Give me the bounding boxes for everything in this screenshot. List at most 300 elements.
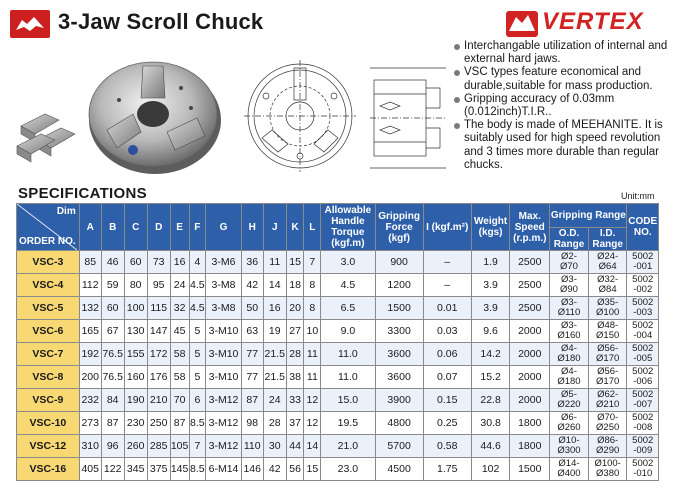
cell-l: 8 <box>304 274 321 297</box>
cell-speed: 1800 <box>510 412 550 435</box>
cell-b: 59 <box>101 274 124 297</box>
col-h: H <box>241 204 263 251</box>
cell-id-range-line2: Ø100 <box>596 307 620 318</box>
cell-od-range <box>550 274 589 297</box>
cell-od-range <box>550 412 589 435</box>
col-a: A <box>79 204 101 251</box>
cell-od-range-line2: Ø180 <box>557 376 581 387</box>
cell-b: 60 <box>101 297 124 320</box>
specifications-heading: SPECIFICATIONS <box>18 185 147 202</box>
table-row <box>17 435 659 458</box>
spare-jaws <box>17 114 75 162</box>
col-speed: Max. Speed (r.p.m.) <box>510 204 550 251</box>
cell-b: 87 <box>101 412 124 435</box>
cell-id-range <box>588 458 627 481</box>
col-torque: Allowable Handle Torque (kgf.m) <box>321 204 375 251</box>
cell-a: 405 <box>79 458 101 481</box>
cell-j: 14 <box>263 274 286 297</box>
cell-b: 46 <box>101 251 124 274</box>
cell-od-range-line2: Ø220 <box>557 399 581 410</box>
cell-d: 285 <box>147 435 170 458</box>
cell-j: 21.5 <box>263 343 286 366</box>
cell-h: 77 <box>241 343 263 366</box>
cell-od-range-line2: Ø180 <box>557 353 581 364</box>
cell-od-range-line2: Ø260 <box>557 422 581 433</box>
cell-code-line2: -009 <box>633 445 653 456</box>
page-title: 3-Jaw Scroll Chuck <box>58 9 264 34</box>
vertex-logo <box>506 8 666 40</box>
cell-id-range <box>588 297 627 320</box>
vertex-mark-icon <box>506 11 538 37</box>
specifications-table <box>16 203 659 481</box>
cell-od-range <box>550 320 589 343</box>
cell-h: 36 <box>241 251 263 274</box>
cell-g: 3-M12 <box>206 389 242 412</box>
cell-inertia: 0.25 <box>423 412 471 435</box>
cell-inertia: – <box>423 251 471 274</box>
cell-e: 58 <box>170 343 189 366</box>
cell-torque: 11.0 <box>321 343 375 366</box>
cell-h: 77 <box>241 366 263 389</box>
cell-code-line1: 5002 <box>632 389 654 400</box>
cell-weight: 22.8 <box>471 389 510 412</box>
cell-b: 76.5 <box>101 343 124 366</box>
table-row <box>17 458 659 481</box>
feature-list <box>452 40 674 172</box>
cell-torque: 23.0 <box>321 458 375 481</box>
cell-a: 132 <box>79 297 101 320</box>
brand-name: VERTEX <box>542 8 644 35</box>
cell-id-range-line1: Ø32- <box>597 274 619 285</box>
cell-e: 32 <box>170 297 189 320</box>
cell-code <box>627 251 659 274</box>
cell-id-range-line2: Ø170 <box>596 376 620 387</box>
cell-od-range-line1: Ø10- <box>558 435 580 446</box>
cell-h: 63 <box>241 320 263 343</box>
cell-od-range-line2: Ø300 <box>557 445 581 456</box>
cell-od-range-line2: Ø70 <box>559 261 578 272</box>
cell-b: 84 <box>101 389 124 412</box>
cell-code <box>627 412 659 435</box>
cell-code-line2: -010 <box>633 468 653 479</box>
cell-torque: 4.5 <box>321 274 375 297</box>
cell-h: 110 <box>241 435 263 458</box>
cell-k: 33 <box>286 389 304 412</box>
cell-j: 11 <box>263 251 286 274</box>
cell-speed: 2000 <box>510 366 550 389</box>
cell-od-range <box>550 251 589 274</box>
cell-f: 4.5 <box>189 297 206 320</box>
cell-f: 5 <box>189 320 206 343</box>
order-no-cell: VSC-12 <box>17 435 80 458</box>
cell-code-line2: -006 <box>633 376 653 387</box>
cell-code <box>627 435 659 458</box>
cell-f: 5 <box>189 343 206 366</box>
cell-l: 15 <box>304 458 321 481</box>
col-f: F <box>189 204 206 251</box>
cell-d: 176 <box>147 366 170 389</box>
cell-b: 122 <box>101 458 124 481</box>
cell-force: 3300 <box>375 320 423 343</box>
cell-d: 375 <box>147 458 170 481</box>
cell-speed: 1500 <box>510 458 550 481</box>
cell-od-range-line1: Ø3- <box>561 297 577 308</box>
cell-g: 3-M8 <box>206 297 242 320</box>
cell-weight: 3.9 <box>471 297 510 320</box>
cell-speed: 1800 <box>510 435 550 458</box>
cell-code-line1: 5002 <box>632 274 654 285</box>
cell-h: 42 <box>241 274 263 297</box>
cell-c: 155 <box>124 343 147 366</box>
cell-od-range-line1: Ø4- <box>561 366 577 377</box>
col-j: J <box>263 204 286 251</box>
cell-g: 3-M10 <box>206 320 242 343</box>
cell-id-range-line1: Ø56- <box>597 366 619 377</box>
order-no-cell: VSC-8 <box>17 366 80 389</box>
cell-h: 87 <box>241 389 263 412</box>
corner-dim-label: Dim <box>56 206 76 217</box>
cell-weight: 30.8 <box>471 412 510 435</box>
cell-od-range <box>550 389 589 412</box>
col-e: E <box>170 204 189 251</box>
cell-h: 50 <box>241 297 263 320</box>
cell-inertia: 0.15 <box>423 389 471 412</box>
cell-force: 1500 <box>375 297 423 320</box>
col-force: Gripping Force (kgf) <box>375 204 423 251</box>
chuck-photo <box>15 48 225 176</box>
cell-j: 16 <box>263 297 286 320</box>
cell-code <box>627 366 659 389</box>
cell-c: 345 <box>124 458 147 481</box>
cell-d: 210 <box>147 389 170 412</box>
cell-code <box>627 343 659 366</box>
cell-k: 27 <box>286 320 304 343</box>
cell-inertia: 0.07 <box>423 366 471 389</box>
cell-speed: 2500 <box>510 251 550 274</box>
cell-a: 273 <box>79 412 101 435</box>
feature-item: The body is made of MEEHANITE. It is suitably used for high speed revolution and 3 times more durable than regular chucks. <box>452 119 674 172</box>
cell-a: 192 <box>79 343 101 366</box>
table-row <box>17 343 659 366</box>
order-no-cell: VSC-3 <box>17 251 80 274</box>
cell-l: 10 <box>304 320 321 343</box>
cell-weight: 15.2 <box>471 366 510 389</box>
cell-id-range-line1: Ø56- <box>597 343 619 354</box>
table-row <box>17 274 659 297</box>
cell-a: 200 <box>79 366 101 389</box>
cell-code-line1: 5002 <box>632 435 654 446</box>
cell-c: 80 <box>124 274 147 297</box>
cell-k: 37 <box>286 412 304 435</box>
cell-code <box>627 320 659 343</box>
col-inertia: I (kgf.m²) <box>423 204 471 251</box>
col-d: D <box>147 204 170 251</box>
order-no-cell: VSC-7 <box>17 343 80 366</box>
cell-id-range <box>588 412 627 435</box>
cell-id-range-line1: Ø62- <box>597 389 619 400</box>
cell-c: 190 <box>124 389 147 412</box>
cell-a: 85 <box>79 251 101 274</box>
col-g: G <box>206 204 242 251</box>
table-row <box>17 412 659 435</box>
cell-id-range-line1: Ø24- <box>597 251 619 262</box>
cell-e: 16 <box>170 251 189 274</box>
cell-c: 60 <box>124 251 147 274</box>
cell-e: 87 <box>170 412 189 435</box>
cell-e: 145 <box>170 458 189 481</box>
cell-c: 100 <box>124 297 147 320</box>
cell-code-line2: -002 <box>633 284 653 295</box>
cell-od-range <box>550 435 589 458</box>
cell-code-line2: -008 <box>633 422 653 433</box>
cell-k: 20 <box>286 297 304 320</box>
cell-a: 165 <box>79 320 101 343</box>
col-c: C <box>124 204 147 251</box>
cell-id-range-line2: Ø84 <box>598 284 617 295</box>
cell-g: 3-M12 <box>206 435 242 458</box>
col-b: B <box>101 204 124 251</box>
table-row <box>17 366 659 389</box>
cell-f: 8.5 <box>189 412 206 435</box>
col-code: CODE NO. <box>627 204 659 251</box>
cell-id-range <box>588 389 627 412</box>
corner-header <box>17 204 80 251</box>
cell-od-range <box>550 343 589 366</box>
cell-c: 260 <box>124 435 147 458</box>
cell-d: 250 <box>147 412 170 435</box>
cell-d: 172 <box>147 343 170 366</box>
cell-id-range-line2: Ø170 <box>596 353 620 364</box>
cell-od-range-line1: Ø4- <box>561 343 577 354</box>
cell-weight: 9.6 <box>471 320 510 343</box>
cell-torque: 21.0 <box>321 435 375 458</box>
order-no-cell: VSC-10 <box>17 412 80 435</box>
cell-id-range-line1: Ø70- <box>597 412 619 423</box>
cell-od-range-line1: Ø3- <box>561 274 577 285</box>
cell-code <box>627 389 659 412</box>
cell-force: 3600 <box>375 366 423 389</box>
cell-id-range <box>588 320 627 343</box>
cell-speed: 2000 <box>510 343 550 366</box>
cell-torque: 11.0 <box>321 366 375 389</box>
cell-id-range-line1: Ø86- <box>597 435 619 446</box>
cell-force: 3900 <box>375 389 423 412</box>
cell-id-range-line1: Ø35- <box>597 297 619 308</box>
feature-item: VSC types feature economical and durable,suitable for mass production. <box>452 66 674 92</box>
cell-od-range-line1: Ø3- <box>561 320 577 331</box>
cell-id-range-line1: Ø100- <box>594 458 621 469</box>
cell-b: 96 <box>101 435 124 458</box>
cell-j: 24 <box>263 389 286 412</box>
cell-id-range <box>588 366 627 389</box>
cell-od-range-line1: Ø14- <box>558 458 580 469</box>
cell-inertia: 0.03 <box>423 320 471 343</box>
cell-id-range-line2: Ø64 <box>598 261 617 272</box>
cell-code-line1: 5002 <box>632 297 654 308</box>
cell-f: 6 <box>189 389 206 412</box>
col-id-range: I.D. Range <box>588 228 627 251</box>
cell-force: 900 <box>375 251 423 274</box>
cell-torque: 3.0 <box>321 251 375 274</box>
feature-item: Gripping accuracy of 0.03mm (0.012inch)T.I.R.. <box>452 93 674 119</box>
cell-inertia: 0.58 <box>423 435 471 458</box>
cell-k: 44 <box>286 435 304 458</box>
cell-id-range-line2: Ø290 <box>596 445 620 456</box>
cell-e: 70 <box>170 389 189 412</box>
cell-id-range <box>588 251 627 274</box>
cell-od-range-line1: Ø5- <box>561 389 577 400</box>
cell-c: 230 <box>124 412 147 435</box>
cell-b: 76.5 <box>101 366 124 389</box>
cell-l: 14 <box>304 435 321 458</box>
cell-weight: 102 <box>471 458 510 481</box>
cell-j: 21.5 <box>263 366 286 389</box>
cell-torque: 19.5 <box>321 412 375 435</box>
chuck-technical-drawing <box>240 44 450 184</box>
cell-k: 56 <box>286 458 304 481</box>
cell-g: 3-M6 <box>206 251 242 274</box>
cell-od-range-line1: Ø6- <box>561 412 577 423</box>
col-k: K <box>286 204 304 251</box>
order-no-cell: VSC-4 <box>17 274 80 297</box>
cell-code <box>627 274 659 297</box>
feature-item: Interchangable utilization of internal and external hard jaws. <box>452 40 674 66</box>
cell-f: 7 <box>189 435 206 458</box>
cell-force: 5700 <box>375 435 423 458</box>
cell-code <box>627 297 659 320</box>
cell-h: 146 <box>241 458 263 481</box>
cell-l: 8 <box>304 297 321 320</box>
cell-torque: 15.0 <box>321 389 375 412</box>
cell-od-range <box>550 297 589 320</box>
col-gripping-range: Gripping Range <box>550 204 627 228</box>
cell-l: 11 <box>304 343 321 366</box>
col-od-range: O.D. Range <box>550 228 589 251</box>
cell-id-range-line2: Ø380 <box>596 468 620 479</box>
cell-k: 18 <box>286 274 304 297</box>
cell-code-line1: 5002 <box>632 412 654 423</box>
cell-code-line1: 5002 <box>632 366 654 377</box>
cell-k: 15 <box>286 251 304 274</box>
cell-weight: 3.9 <box>471 274 510 297</box>
cell-torque: 6.5 <box>321 297 375 320</box>
cell-k: 28 <box>286 343 304 366</box>
cell-e: 24 <box>170 274 189 297</box>
cell-f: 5 <box>189 366 206 389</box>
cell-inertia: 0.06 <box>423 343 471 366</box>
cell-code-line2: -005 <box>633 353 653 364</box>
cell-inertia: – <box>423 274 471 297</box>
cell-speed: 2500 <box>510 297 550 320</box>
cell-e: 58 <box>170 366 189 389</box>
cell-speed: 2500 <box>510 274 550 297</box>
cell-g: 6-M14 <box>206 458 242 481</box>
cell-a: 232 <box>79 389 101 412</box>
cell-f: 4.5 <box>189 274 206 297</box>
cell-h: 98 <box>241 412 263 435</box>
cell-id-range-line2: Ø150 <box>596 330 620 341</box>
cell-od-range-line2: Ø90 <box>559 284 578 295</box>
cell-id-range <box>588 274 627 297</box>
cell-d: 95 <box>147 274 170 297</box>
cell-code-line2: -001 <box>633 261 653 272</box>
cell-od-range-line2: Ø400 <box>557 468 581 479</box>
cell-od-range-line2: Ø160 <box>557 330 581 341</box>
order-no-cell: VSC-5 <box>17 297 80 320</box>
cell-weight: 44.6 <box>471 435 510 458</box>
cell-l: 12 <box>304 412 321 435</box>
cell-od-range <box>550 458 589 481</box>
cell-force: 4500 <box>375 458 423 481</box>
cell-od-range <box>550 366 589 389</box>
wolf-logo-icon <box>14 14 46 34</box>
cell-speed: 2000 <box>510 320 550 343</box>
cell-inertia: 1.75 <box>423 458 471 481</box>
cell-id-range-line1: Ø48- <box>597 320 619 331</box>
cell-g: 3-M10 <box>206 366 242 389</box>
brand-badge <box>10 10 50 38</box>
order-no-cell: VSC-9 <box>17 389 80 412</box>
order-no-cell: VSC-16 <box>17 458 80 481</box>
cell-speed: 2000 <box>510 389 550 412</box>
cell-code-line2: -007 <box>633 399 653 410</box>
cell-l: 7 <box>304 251 321 274</box>
cell-j: 42 <box>263 458 286 481</box>
cell-k: 38 <box>286 366 304 389</box>
cell-l: 11 <box>304 366 321 389</box>
table-row <box>17 297 659 320</box>
cell-j: 30 <box>263 435 286 458</box>
col-weight: Weight (kgs) <box>471 204 510 251</box>
cell-f: 4 <box>189 251 206 274</box>
cell-force: 3600 <box>375 343 423 366</box>
cell-g: 3-M12 <box>206 412 242 435</box>
cell-weight: 14.2 <box>471 343 510 366</box>
cell-weight: 1.9 <box>471 251 510 274</box>
cell-od-range-line2: Ø110 <box>557 307 581 318</box>
cell-d: 147 <box>147 320 170 343</box>
cell-code-line1: 5002 <box>632 251 654 262</box>
cell-g: 3-M10 <box>206 343 242 366</box>
cell-code-line2: -003 <box>633 307 653 318</box>
cell-force: 4800 <box>375 412 423 435</box>
cell-l: 12 <box>304 389 321 412</box>
cell-code-line1: 5002 <box>632 343 654 354</box>
cell-force: 1200 <box>375 274 423 297</box>
cell-code-line2: -004 <box>633 330 653 341</box>
cell-code <box>627 458 659 481</box>
cell-e: 45 <box>170 320 189 343</box>
cell-g: 3-M8 <box>206 274 242 297</box>
unit-note: Unit:mm <box>621 191 655 201</box>
table-row <box>17 251 659 274</box>
table-row <box>17 320 659 343</box>
cell-code-line1: 5002 <box>632 320 654 331</box>
cell-a: 310 <box>79 435 101 458</box>
cell-id-range-line2: Ø210 <box>596 399 620 410</box>
cell-b: 67 <box>101 320 124 343</box>
cell-c: 130 <box>124 320 147 343</box>
cell-j: 28 <box>263 412 286 435</box>
cell-a: 112 <box>79 274 101 297</box>
cell-od-range-line1: Ø2- <box>561 251 577 262</box>
cell-e: 105 <box>170 435 189 458</box>
cell-d: 115 <box>147 297 170 320</box>
cell-inertia: 0.01 <box>423 297 471 320</box>
cell-f: 8.5 <box>189 458 206 481</box>
col-l: L <box>304 204 321 251</box>
cell-id-range <box>588 343 627 366</box>
